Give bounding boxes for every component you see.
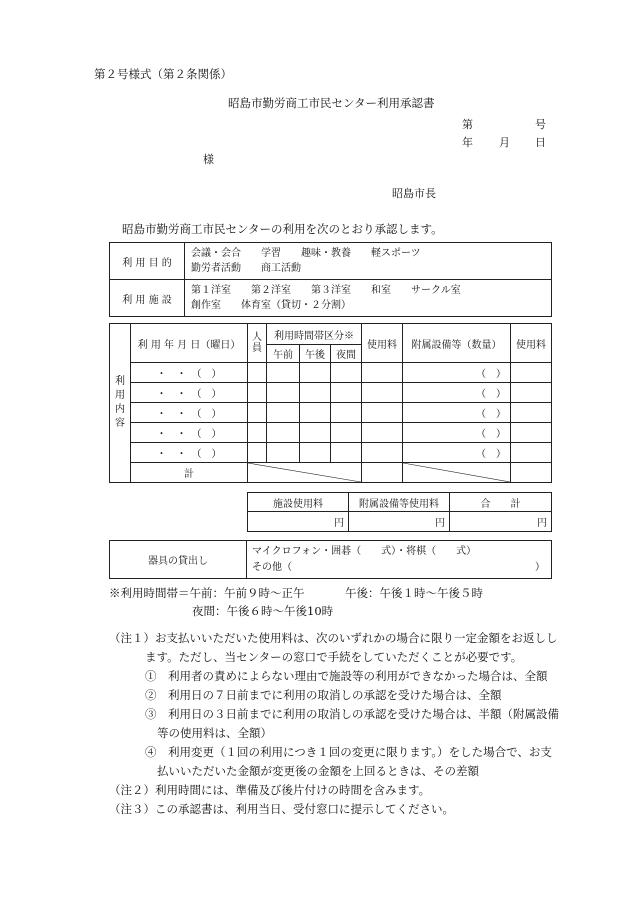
col-night: 夜間 [331, 345, 362, 363]
timeslot-note-line2: 夜間：午後６時～午後10時 [192, 604, 334, 618]
equipment-qty-cell[interactable]: （ ） [403, 403, 511, 423]
date-month: 月 [499, 136, 510, 149]
facility-options [185, 280, 552, 317]
intro-text: 昭島市勤労商工市民センターの利用を次のとおり承認します。 [122, 222, 443, 236]
purpose-options-line1: 会議・会合 学習 趣味・教養 軽スポーツ [191, 248, 421, 259]
issuer: 昭島市長 [392, 187, 436, 200]
col-date-header: 利 用 年 月 日（曜日） [131, 324, 248, 363]
facility-options-line1: 第１洋室 第２洋室 第３洋室 和室 サークル室 [191, 285, 461, 296]
purpose-facility-table [109, 242, 552, 317]
total-fee-cell[interactable] [362, 463, 403, 483]
note-item-4-cont: 払いいただいた金額が変更後の金額を上回るときは、その差額 [157, 764, 479, 778]
summary-total-value[interactable]: 円 [450, 512, 552, 532]
col-morning: 午前 [267, 345, 300, 363]
purpose-options [185, 243, 552, 280]
col-equipment-header: 附属設備等（数量） [403, 324, 511, 363]
equipment-diagonal-cell [403, 463, 511, 483]
equipment-qty-cell[interactable]: （ ） [403, 363, 511, 383]
note-item-1: ① 利用者の責めによらない理由で施設等の利用ができなかった場合は、全額 [145, 669, 548, 683]
date-day: 日 [535, 136, 546, 149]
date-year: 年 [462, 136, 473, 149]
purpose-options-line2: 勤労者活動 商工活動 [191, 263, 301, 274]
date-cell[interactable]: ・ ・ （ ） [131, 363, 248, 383]
lending-line2: その他（ ） [252, 561, 545, 573]
equipment-qty-cell[interactable]: （ ） [403, 383, 511, 403]
note-1-cont: ます。ただし、当センターの窓口で手続をしていただくことが必要です。 [145, 650, 523, 664]
note-item-4: ④ 利用変更（１回の利用につき１回の変更に限ります。）をした場合で、お支 [145, 745, 552, 759]
total-row [110, 463, 552, 483]
total-label: 計 [131, 463, 248, 483]
addressee-suffix: 様 [203, 153, 214, 166]
table-row [110, 423, 552, 443]
date-cell[interactable]: ・ ・ （ ） [131, 443, 248, 463]
col-people-header: 人員 [248, 324, 267, 363]
usage-table [109, 323, 552, 483]
note-item-3-cont: 等の使用料は、全額） [157, 726, 272, 740]
usage-side-label: 利用内容 [110, 324, 131, 483]
lending-line1: マイクロフォン・囲碁（ 式）・将棋（ 式） [252, 545, 477, 557]
number-label-first: 第 [462, 118, 473, 131]
table-row [110, 363, 552, 383]
col-timeslot-header: 利用時間帯区分※ [267, 324, 362, 345]
page-title: 昭島市勤労商工市民センター利用承認書 [228, 96, 435, 110]
form-number: 第２号様式（第２条関係） [94, 67, 232, 81]
summary-facility-fee-header: 施設使用料 [248, 493, 349, 512]
table-row [110, 403, 552, 423]
lending-table [109, 540, 552, 579]
lending-options [247, 541, 552, 579]
equipment-qty-cell[interactable]: （ ） [403, 443, 511, 463]
summary-equipment-fee-header: 附属設備等使用料 [349, 493, 450, 512]
note-item-2: ② 利用日の７日前までに利用の取消しの承認を受けた場合は、全額 [145, 688, 502, 702]
note-2: （注２）利用時間には、準備及び後片付けの時間を含みます。 [109, 783, 431, 797]
table-row [110, 383, 552, 403]
lending-label: 器具の貸出し [110, 541, 247, 579]
col-fee-header: 使用料 [362, 324, 403, 363]
table-row [110, 443, 552, 463]
note-item-3: ③ 利用日の３日前までに利用の取消しの承認を受けた場合は、半額（附属設備 [145, 707, 559, 721]
col-afternoon: 午後 [300, 345, 331, 363]
total-diagonal-cell [248, 463, 362, 483]
col-equipment-fee-header: 使用料 [511, 324, 552, 363]
summary-table [247, 492, 552, 532]
summary-equipment-fee-value[interactable]: 円 [349, 512, 450, 532]
facility-options-line2: 創作室 体育室（貸切・２分割） [191, 300, 351, 311]
timeslot-note-line1a: ※利用時間帯＝午前：午前９時～正午 [109, 586, 305, 600]
equipment-qty-cell[interactable]: （ ） [403, 423, 511, 443]
total-equipment-fee-cell[interactable] [511, 463, 552, 483]
facility-label: 利 用 施 設 [110, 280, 185, 317]
date-cell[interactable]: ・ ・ （ ） [131, 403, 248, 423]
number-label-suffix: 号 [535, 118, 546, 131]
date-cell[interactable]: ・ ・ （ ） [131, 423, 248, 443]
summary-total-header: 合 計 [450, 493, 552, 512]
purpose-label: 利 用 目 的 [110, 243, 185, 280]
date-cell[interactable]: ・ ・ （ ） [131, 383, 248, 403]
summary-facility-fee-value[interactable]: 円 [248, 512, 349, 532]
timeslot-note-line1b: 午後：午後１時～午後５時 [345, 586, 483, 600]
note-3: （注３）この承認書は、利用当日、受付窓口に提示してください。 [109, 802, 454, 816]
note-1: （注１）お支払いいただいた使用料は、次のいずれかの場合に限り一定金額をお返しし [109, 631, 558, 645]
